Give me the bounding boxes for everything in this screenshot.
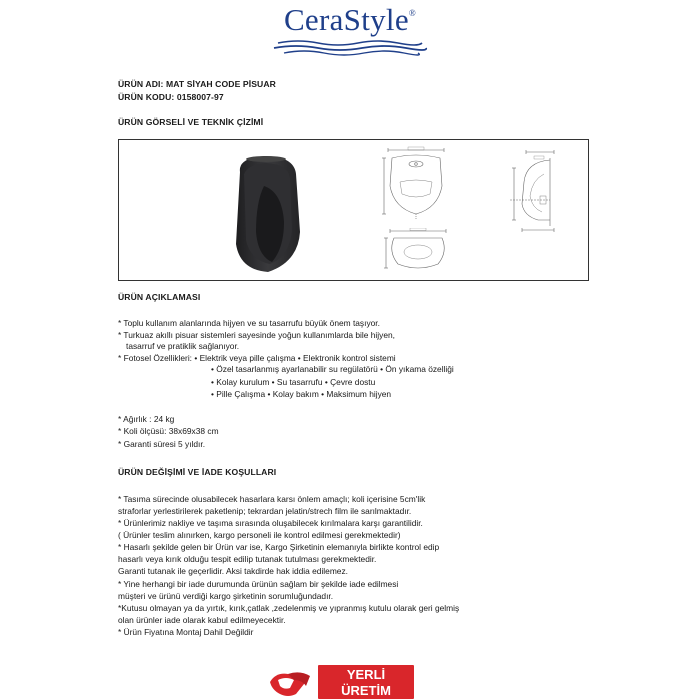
return-line: olan ürünler iade olarak kabul edilmeyecektir.: [118, 615, 286, 625]
brand-waves-icon: [270, 38, 430, 58]
return-line: straforlar yerlestirilerek paketlenip; tekrardan jelatin/strech film ile sarılmaktadır.: [118, 506, 412, 516]
badge-line1: YERLİ: [346, 667, 386, 682]
urinal-photo: [228, 152, 304, 276]
brand-name: CeraStyle: [283, 2, 409, 37]
images-section-title: ÜRÜN GÖRSELİ VE TEKNİK ÇİZİMİ: [118, 117, 264, 127]
return-line: müşteri ve ürünü verdiği kargo şirketinin sorumluğundadır.: [118, 591, 334, 601]
return-line: * Ürünlerimiz nakliye ve taşıma sırasında oluşabilecek kırılmalara karşı garantilidir.: [118, 518, 423, 528]
return-line: * Yine herhangi bir iade durumunda ürünün sağlam bir şekilde iade edilmesi: [118, 579, 399, 589]
handshake-icon: [270, 672, 310, 696]
spec-box-size: * Koli ölçüsü: 38x69x38 cm: [118, 426, 219, 436]
technical-drawing-top-view: [382, 228, 454, 274]
description-section-title: ÜRÜN AÇIKLAMASI: [118, 292, 201, 302]
return-line: ( Ürünler teslim alınırken, kargo personeli ile kontrol edilmesi gerekmektedir): [118, 530, 401, 540]
return-section-title: ÜRÜN DEĞİŞİMİ VE İADE KOŞULLARI: [118, 467, 277, 477]
description-line: * Fotosel Özellikleri: • Elektrik veya pille çalışma • Elektronik kontrol sistemi: [118, 353, 396, 363]
return-line: *Kutusu olmayan ya da yırtık, kırık,çatlak ,zedelenmiş ve yıpranmış kutulu olarak geri gelmiş: [118, 603, 460, 613]
product-name: ÜRÜN ADI: MAT SİYAH CODE PİSUAR: [118, 79, 276, 89]
return-line: * Tasıma sürecinde olusabilecek hasarlara karsı önlem amaçlı; koli içerisine 5cm'lik: [118, 494, 426, 504]
spec-weight: * Ağırlık : 24 kg: [118, 414, 175, 424]
return-line: Garanti tutanak ile geçerlidir. Aksi takdirde hak iddia edilemez.: [118, 566, 348, 576]
description-line: * Turkuaz akıllı pisuar sistemleri sayesinde yoğun kullanımlarda bile hijyen,: [118, 330, 395, 340]
badge-line2: ÜRETİM: [341, 683, 391, 698]
registered-mark: ®: [408, 8, 417, 18]
return-line: hasarlı veya kırık olduğu tespit edilip tutanak tutulması gerekmektedir.: [118, 554, 377, 564]
technical-drawing-side-view: [500, 150, 562, 234]
description-line: * Toplu kullanım alanlarında hijyen ve su tasarrufu büyük önem taşıyor.: [118, 318, 380, 328]
return-line: * Hasarlı şekilde gelen bir Ürün var ise, Kargo Şirketinin elemanıyla birlikte kontrol edip: [118, 542, 440, 552]
technical-drawing-front-view: [378, 146, 454, 220]
spec-warranty: * Garanti süresi 5 yıldır.: [118, 439, 206, 449]
return-line: * Ürün Fiyatına Montaj Dahil Değildir: [118, 627, 254, 637]
description-line: • Özel tasarlanmış ayarlanabilir su regülatörü • Ön yıkama özelliği: [211, 364, 454, 374]
description-line: tasarruf ve pratiklik sağlanıyor.: [126, 341, 240, 351]
description-line: • Pille Çalışma • Kolay bakım • Maksimum hijyen: [211, 389, 392, 399]
yerli-uretim-badge: [266, 664, 416, 700]
brand-logo: [0, 2, 700, 38]
description-line: • Kolay kurulum • Su tasarrufu • Çevre dostu: [211, 377, 376, 387]
product-code: ÜRÜN KODU: 0158007-97: [118, 92, 224, 102]
